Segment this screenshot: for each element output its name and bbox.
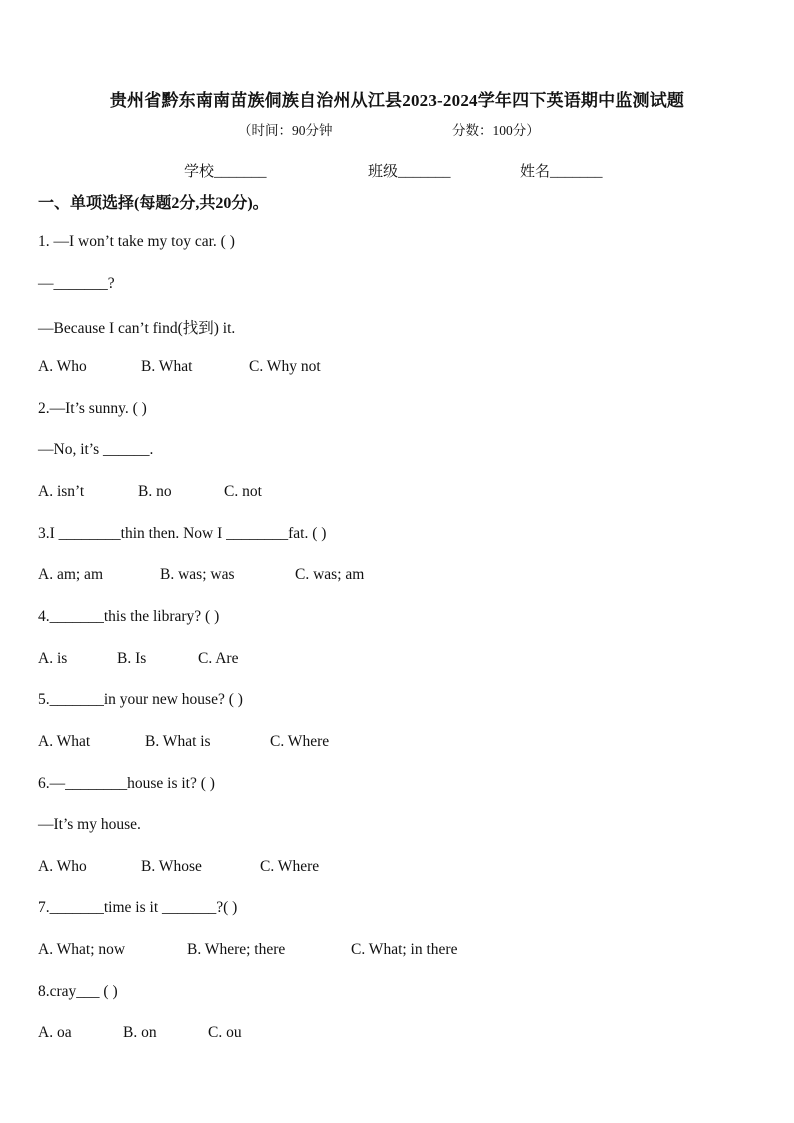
question-1-options xyxy=(38,358,321,376)
question-2-line2: —No, it’s ______. xyxy=(38,441,154,458)
option-b: B. Whose xyxy=(141,858,202,875)
option-b: B. was; was xyxy=(160,566,235,583)
question-5-options xyxy=(38,733,329,751)
question-3-stem: 3.I ________thin then. Now I ________fat. ( ) xyxy=(38,525,327,542)
option-b: B. What xyxy=(141,358,193,375)
question-1-line3: —Because I can’t find(找到) it. xyxy=(38,320,236,337)
option-a: A. What; now xyxy=(38,941,126,958)
question-6-line2: —It’s my house. xyxy=(38,816,141,833)
question-8-options xyxy=(38,1024,242,1042)
question-1-stem: 1. —I won’t take my toy car. ( ) xyxy=(38,233,235,250)
option-b: B. no xyxy=(138,483,172,500)
option-a: A. am; am xyxy=(38,566,103,583)
option-a: A. isn’t xyxy=(38,483,85,500)
question-6-stem: 6.—________house is it? ( ) xyxy=(38,775,215,792)
question-5-stem: 5._______in your new house? ( ) xyxy=(38,691,243,708)
question-3-options xyxy=(38,566,364,584)
class-field: 班级_______ xyxy=(368,164,451,180)
question-7-stem: 7._______time is it _______?( ) xyxy=(38,899,238,916)
option-a: A. oa xyxy=(38,1024,72,1041)
question-2-stem: 2.—It’s sunny. ( ) xyxy=(38,400,147,417)
question-4-options xyxy=(38,650,238,668)
option-b: B. Where; there xyxy=(187,941,286,958)
time-limit: （时间：90分钟 xyxy=(238,123,333,138)
question-6-options xyxy=(38,858,319,876)
option-b: B. What is xyxy=(145,733,211,750)
option-a: A. is xyxy=(38,650,68,667)
option-c: C. Where xyxy=(270,733,330,750)
question-1-line2: —_______? xyxy=(38,275,115,292)
option-c: C. What; in there xyxy=(351,941,458,958)
school-field: 学校_______ xyxy=(184,164,267,180)
exam-title: 贵州省黔东南南苗族侗族自治州从江县2023-2024学年四下英语期中监测试题 xyxy=(109,91,685,110)
option-a: A. What xyxy=(38,733,91,750)
option-b: B. Is xyxy=(117,650,147,667)
section-heading: 一、单项选择(每题2分,共20分)。 xyxy=(38,195,269,212)
option-c: C. Are xyxy=(198,650,239,667)
option-a: A. Who xyxy=(38,858,87,875)
name-field: 姓名_______ xyxy=(520,164,603,180)
option-b: B. on xyxy=(123,1024,157,1041)
option-a: A. Who xyxy=(38,358,87,375)
question-8-stem: 8.cray___ ( ) xyxy=(38,983,118,1000)
question-2-options xyxy=(38,483,262,501)
question-7-options xyxy=(38,941,457,959)
option-c: C. Where xyxy=(260,858,320,875)
option-c: C. was; am xyxy=(295,566,365,583)
question-4-stem: 4._______this the library? ( ) xyxy=(38,608,220,625)
option-c: C. ou xyxy=(208,1024,242,1041)
option-c: C. not xyxy=(224,483,262,500)
option-c: C. Why not xyxy=(249,358,321,375)
total-score: 分数：100分） xyxy=(452,123,540,138)
